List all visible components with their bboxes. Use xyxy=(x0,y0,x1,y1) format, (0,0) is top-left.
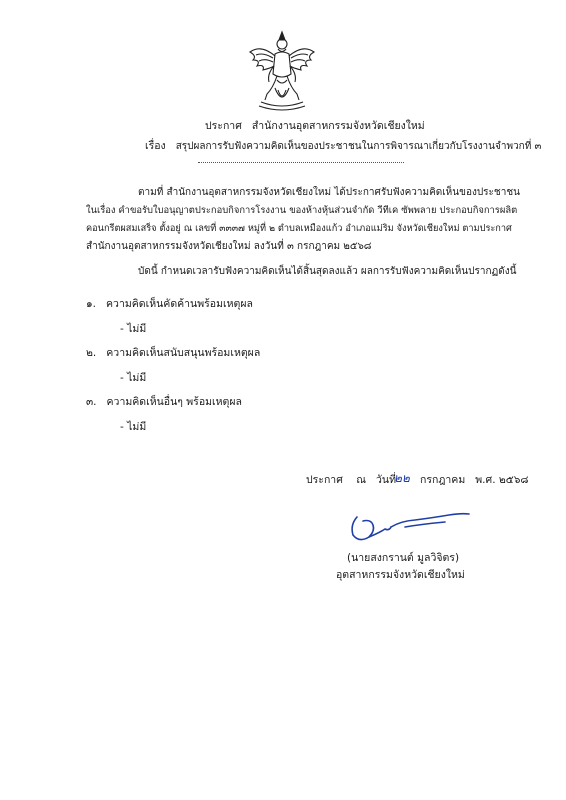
body-paragraph-2: บัดนี้ กำหนดเวลารับฟังความคิดเห็นได้สิ้นสุดลงแล้ว ผลการรับฟังความคิดเห็นปรากฏดังนี้ xyxy=(138,266,517,277)
item-number: ๓. xyxy=(86,396,97,408)
at-label: ณ xyxy=(356,474,366,486)
item-result: - ไม่มี xyxy=(120,323,147,335)
paragraph-line: สำนักงานอุตสาหกรรมจังหวัดเชียงใหม่ ลงวันที่ ๓ กรกฎาคม ๒๕๖๘ xyxy=(86,241,372,252)
item-label: ความคิดเห็นคัดค้านพร้อมเหตุผล xyxy=(106,298,253,310)
paragraph-line: ตามที่ สำนักงานอุตสาหกรรมจังหวัดเชียงใหม่ ได้ประกาศรับฟังความคิดเห็นของประชาชน xyxy=(138,187,520,198)
subject-text: สรุปผลการรับฟังความคิดเห็นของประชาชนในการพิจารณาเกี่ยวกับโรงงานจำพวกที่ ๓ xyxy=(175,141,542,152)
item-result: - ไม่มี xyxy=(120,421,147,433)
announcement-header xyxy=(205,120,425,133)
signature-image xyxy=(345,503,475,548)
garuda-emblem-icon xyxy=(247,30,317,112)
handwritten-day: ๒๒ xyxy=(394,471,410,485)
item-number: ๑. xyxy=(86,298,97,310)
announced-label: ประกาศ xyxy=(306,474,343,486)
opinion-item-3 xyxy=(86,396,242,409)
body-paragraph-1 xyxy=(86,184,526,256)
signatory-name: (นายสงกรานต์ มูลวิจิตร) xyxy=(347,552,460,564)
paragraph-line: ในเรื่อง คำขอรับใบอนุญาตประกอบกิจการโรงงาน ของห้างหุ้นส่วนจำกัด วีทีเค ซัพพลาย ประกอบกิจการผลิต xyxy=(86,205,518,216)
header-label: ประกาศ xyxy=(205,120,242,132)
opinion-item-2 xyxy=(86,347,260,360)
item-label: ความคิดเห็นสนับสนุนพร้อมเหตุผล xyxy=(106,347,261,359)
paragraph-line: คอนกรีตผสมเสร็จ ตั้งอยู่ ณ เลขที่ ๓๓๓๗ หมู่ที่ ๒ ตำบลเหมืองแก้ว อำเภอแม่ริม จังหวัดเชียงใหม่ ตามประกาศ xyxy=(86,223,512,234)
opinion-item-1 xyxy=(86,298,253,311)
day-label: วันที่ xyxy=(376,474,396,486)
year-label: พ.ศ. ๒๕๖๘ xyxy=(475,474,529,486)
item-result: - ไม่มี xyxy=(120,372,147,384)
office-name: สำนักงานอุตสาหกรรมจังหวัดเชียงใหม่ xyxy=(251,120,425,132)
announcement-date xyxy=(306,474,396,487)
item-number: ๒. xyxy=(86,347,97,359)
subject-line xyxy=(145,140,541,153)
date-month-year xyxy=(420,474,529,487)
month-label: กรกฎาคม xyxy=(420,474,466,486)
item-label: ความคิดเห็นอื่นๆ พร้อมเหตุผล xyxy=(106,396,242,408)
subject-label: เรื่อง xyxy=(145,140,166,152)
divider xyxy=(198,162,404,163)
signatory-position: อุตสาหกรรมจังหวัดเชียงใหม่ xyxy=(336,569,465,581)
